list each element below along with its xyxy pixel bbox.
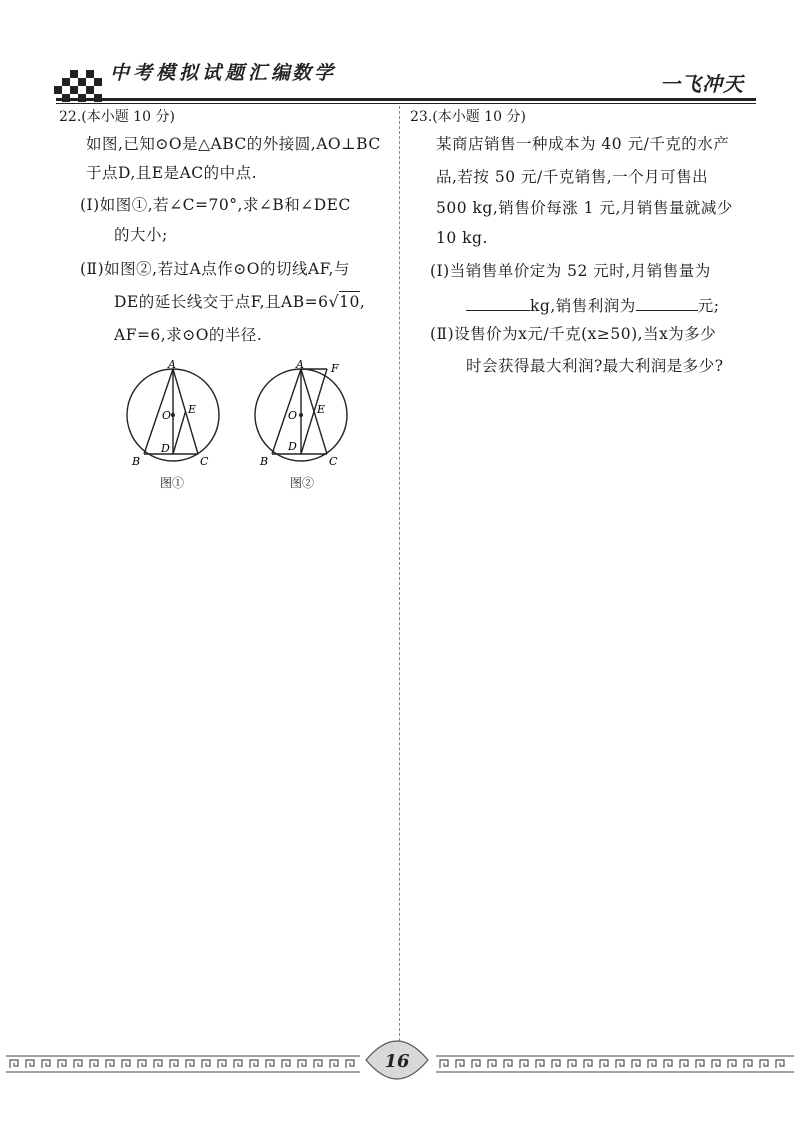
header-rule-thin — [56, 103, 756, 104]
fig2-label-o: O — [288, 409, 298, 422]
q23-intro-line4: 10 kg. — [436, 229, 488, 247]
q22-part1-line1: (Ⅰ)如图①,若∠C=70°,求∠B和∠DEC — [80, 196, 351, 214]
answer-blank-sales-volume[interactable] — [466, 296, 530, 311]
figure-2 — [250, 358, 360, 470]
fig2-label-e: E — [317, 403, 326, 416]
q22-radicand: 10 — [339, 293, 360, 311]
q22-part2-line2-text: DE的延长线交于点F,且AB=6 — [114, 293, 329, 311]
q22-part2-line3: AF=6,求⊙O的半径. — [114, 326, 263, 344]
q22-intro-line2: 于点D,且E是AC的中点. — [86, 164, 258, 182]
page-number-badge — [362, 1037, 432, 1083]
figure-1-caption: 图① — [160, 476, 185, 490]
q23-part1-line1: (Ⅰ)当销售单价定为 52 元时,月销售量为 — [430, 262, 711, 280]
q23-part2-line2: 时会获得最大利润?最大利润是多少? — [466, 357, 724, 375]
q23-intro-line3: 500 kg,销售价每涨 1 元,月销售量就减少 — [436, 199, 733, 217]
q23-part1-line2 — [466, 296, 719, 315]
page-header — [0, 0, 800, 110]
fig2-label-c: C — [329, 455, 338, 468]
column-divider — [399, 106, 400, 1041]
q22-part2-line1: (Ⅱ)如图②,若过A点作⊙O的切线AF,与 — [80, 260, 350, 278]
figure-2-caption: 图② — [290, 476, 315, 490]
fig2-label-a: A — [296, 358, 304, 371]
q23-part1-unit2: 元; — [697, 297, 720, 315]
q23-part1-unit1: kg,销售利润为 — [530, 297, 636, 315]
figure-1 — [118, 358, 238, 470]
fig1-label-o: O — [162, 409, 172, 422]
header-rule — [56, 98, 756, 101]
fig1-label-b: B — [132, 455, 141, 468]
fig2-label-b: B — [260, 455, 269, 468]
fig1-segment-de — [173, 412, 186, 455]
book-subject: 数学 — [292, 62, 337, 84]
fig1-label-d: D — [161, 442, 170, 455]
fig1-center-dot — [171, 413, 175, 417]
page-number: 16 — [384, 1051, 410, 1072]
q23-intro-line1: 某商店销售一种成本为 40 元/千克的水产 — [436, 135, 730, 153]
q23-intro-line2: 品,若按 50 元/千克销售,一个月可售出 — [436, 168, 709, 186]
q22-part2-line2 — [114, 294, 365, 311]
q23-part2-line1: (Ⅱ)设售价为x元/千克(x≥50),当x为多少 — [430, 325, 717, 343]
answer-blank-profit[interactable] — [636, 296, 698, 311]
sqrt-symbol-icon: √ — [328, 292, 340, 311]
q22-comma: , — [359, 293, 366, 311]
brand-slogan: 一飞冲天 — [660, 72, 744, 96]
q22-intro-line1: 如图,已知⊙O是△ABC的外接圆,AO⊥BC — [86, 135, 381, 153]
q22-part1-line2: 的大小; — [114, 226, 168, 244]
book-title: 中考模拟试题汇编 — [110, 62, 295, 84]
q22-number: 22.(本小题 10 分) — [59, 109, 175, 125]
q23-number: 23.(本小题 10 分) — [410, 109, 526, 125]
fig2-label-f: F — [331, 362, 339, 375]
fig1-label-e: E — [188, 403, 197, 416]
fig1-label-a: A — [168, 358, 176, 371]
fig2-center-dot — [299, 413, 303, 417]
fig2-label-d: D — [288, 440, 297, 453]
fig1-label-c: C — [200, 455, 209, 468]
